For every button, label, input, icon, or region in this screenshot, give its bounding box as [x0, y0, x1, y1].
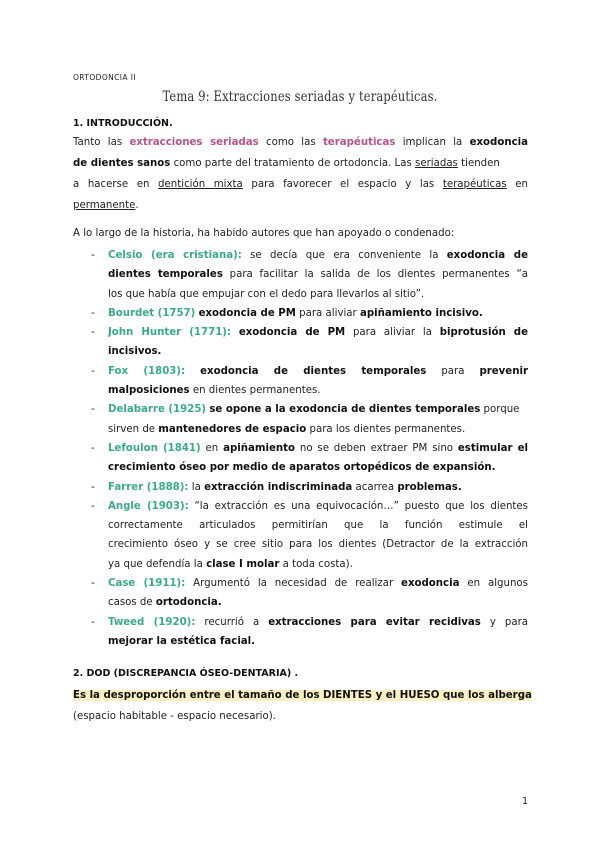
dod-paragraph [73, 685, 532, 727]
dod-definition-highlight: Es la desproporción entre el tamaño de los DIENTES y el HUESO que los alberga [73, 690, 532, 701]
list-item-case: - Case (1911): Argumentó la necesidad de realizar exodoncia en algunos casos de ortodoncia. [91, 578, 528, 609]
list-item-bourdet: - Bourdet (1757) exodoncia de PM para aliviar apiñamiento incisivo. [91, 307, 483, 319]
list-item-fox: - Fox (1803): exodoncia de dientes temporales para prevenir malposiciones en dientes permanentes. [91, 365, 528, 397]
authors-list [91, 246, 528, 651]
list-item-lefoulon: - Lefoulon (1841) en apiñamiento no se deben extraer PM sino estimular el crecimiento óseo por medio de aparatos ortopédicos de expansión. [91, 442, 528, 474]
page-title: Tema 9: Extracciones seriadas y terapéuticas. [162, 89, 438, 105]
list-item-delabarre: - Delabarre (1925) se opone a la exodoncia de dientes temporales porque sirven de mantenedores de espacio para los dientes permanentes. [91, 404, 520, 435]
course-label: ORTODONCIA II [73, 73, 136, 82]
intro-line-1: Tanto las extracciones seriadas como las terapéuticas implican la exodoncia [73, 137, 528, 148]
list-item-hunter: - John Hunter (1771): exodoncia de PM para aliviar la biprotusión de incisivos. [91, 327, 528, 358]
list-item-tweed: - Tweed (1920): recurrió a extracciones para evitar recidivas y para mejorar la estética facial. [91, 616, 528, 647]
intro-line-2: de dientes sanos como parte del tratamiento de ortodoncia. Las seriadas tienden [73, 158, 500, 169]
list-item-angle: - Angle (1903): “la extracción es una equivocación…” puesto que los dientes correctamente articulados permitirían que la función estimule el crecimiento óseo y se cree sitio para los dientes (Detractor de la extracción ya que defendía la clase I molar a toda costa). [91, 500, 528, 570]
intro-paragraph [73, 132, 528, 216]
section-heading-dod: 2. DOD (DISCREPANCIA ÓSEO-DENTARIA) . [73, 668, 299, 679]
section-heading-introduccion: 1. INTRODUCCIÓN. [73, 118, 173, 129]
list-item-farrer: - Farrer (1888): la extracción indiscriminada acarrea problemas. [91, 481, 462, 493]
history-intro: A lo largo de la historia, ha habido autores que han apoyado o condenado: [73, 228, 455, 239]
dod-formula: (espacio habitable - espacio necesario). [73, 711, 276, 722]
list-item-celsio: - Celsio (era cristiana): se decía que era conveniente la exodoncia de dientes temporales para facilitar la salida de los dientes permanentes “a los que había que empujar con el dedo para llevarlos al sitio”. [91, 250, 528, 300]
page-number: 1 [522, 796, 529, 807]
intro-line-4: permanente. [73, 200, 139, 211]
intro-line-3: a hacerse en dentición mixta para favorecer el espacio y las terapéuticas en [73, 179, 529, 190]
